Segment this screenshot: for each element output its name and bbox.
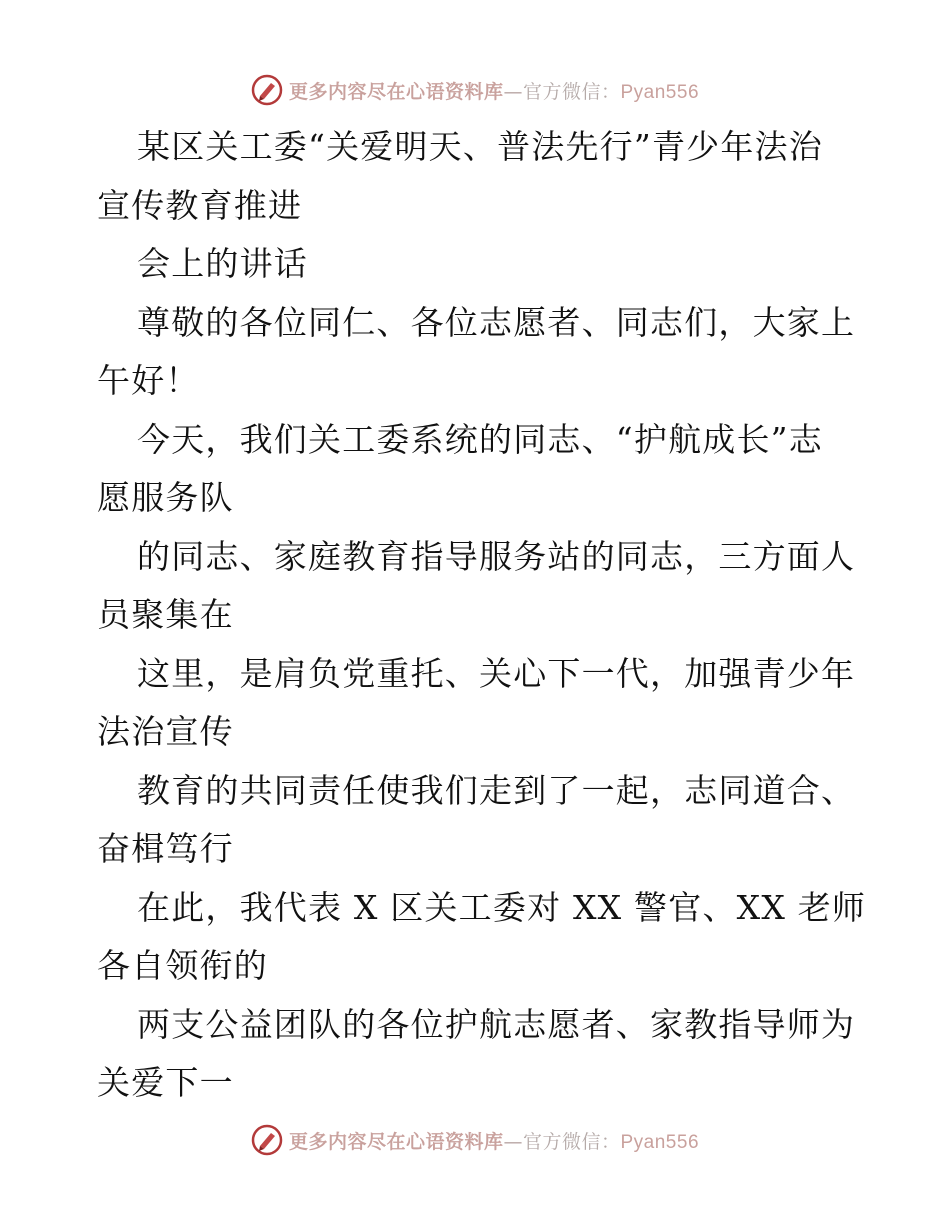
text-line: 关爱下一 [97, 1063, 234, 1102]
text-line: 会上的讲话 [137, 244, 308, 283]
footer-watermark [0, 1120, 950, 1160]
text-line: 员聚集在 [97, 595, 234, 634]
text-line: 午好！ [97, 361, 200, 400]
text-line: 两支公益团队的各位护航志愿者、家教指导师为 [137, 1004, 856, 1044]
text-line: 某区关工委“关爱明天、普法先行”青少年法治 [137, 127, 823, 166]
header-watermark [0, 70, 950, 110]
text-line: 宣传教育推进 [97, 185, 303, 225]
text-line: 法治宣传 [97, 712, 234, 751]
watermark-site-text: 更多内容尽在心语资料库 [288, 1130, 504, 1153]
text-line: 的同志、家庭教育指导服务站的同志，三方面人 [137, 536, 856, 576]
watermark-wechat-id: Pyan556 [620, 81, 700, 103]
text-line: 愿服务队 [97, 478, 234, 517]
watermark-dash: — [503, 80, 523, 103]
text-line: 奋楫笃行 [97, 829, 234, 868]
text-line: 在此，我代表 X 区关工委对 XX 警官、XX 老师 [137, 887, 867, 927]
watermark-official-label: 官方微信： [522, 80, 621, 103]
text-line: 教育的共同责任使我们走到了一起，志同道合、 [137, 770, 856, 810]
text-line: 尊敬的各位同仁、各位志愿者、同志们，大家上 [137, 302, 856, 342]
document-body [97, 118, 867, 1113]
text-line: 各自领衔的 [97, 946, 268, 985]
watermark-site-text: 更多内容尽在心语资料库 [288, 80, 504, 103]
pen-logo-icon [251, 74, 283, 106]
pen-logo-icon [251, 1124, 283, 1156]
watermark-wechat-id: Pyan556 [620, 1131, 700, 1153]
text-line: 今天，我们关工委系统的同志、“护航成长”志 [137, 419, 823, 459]
watermark-official-label: 官方微信： [522, 1130, 621, 1153]
watermark-dash: — [503, 1130, 523, 1153]
text-line: 这里，是肩负党重托、关心下一代，加强青少年 [137, 653, 856, 693]
